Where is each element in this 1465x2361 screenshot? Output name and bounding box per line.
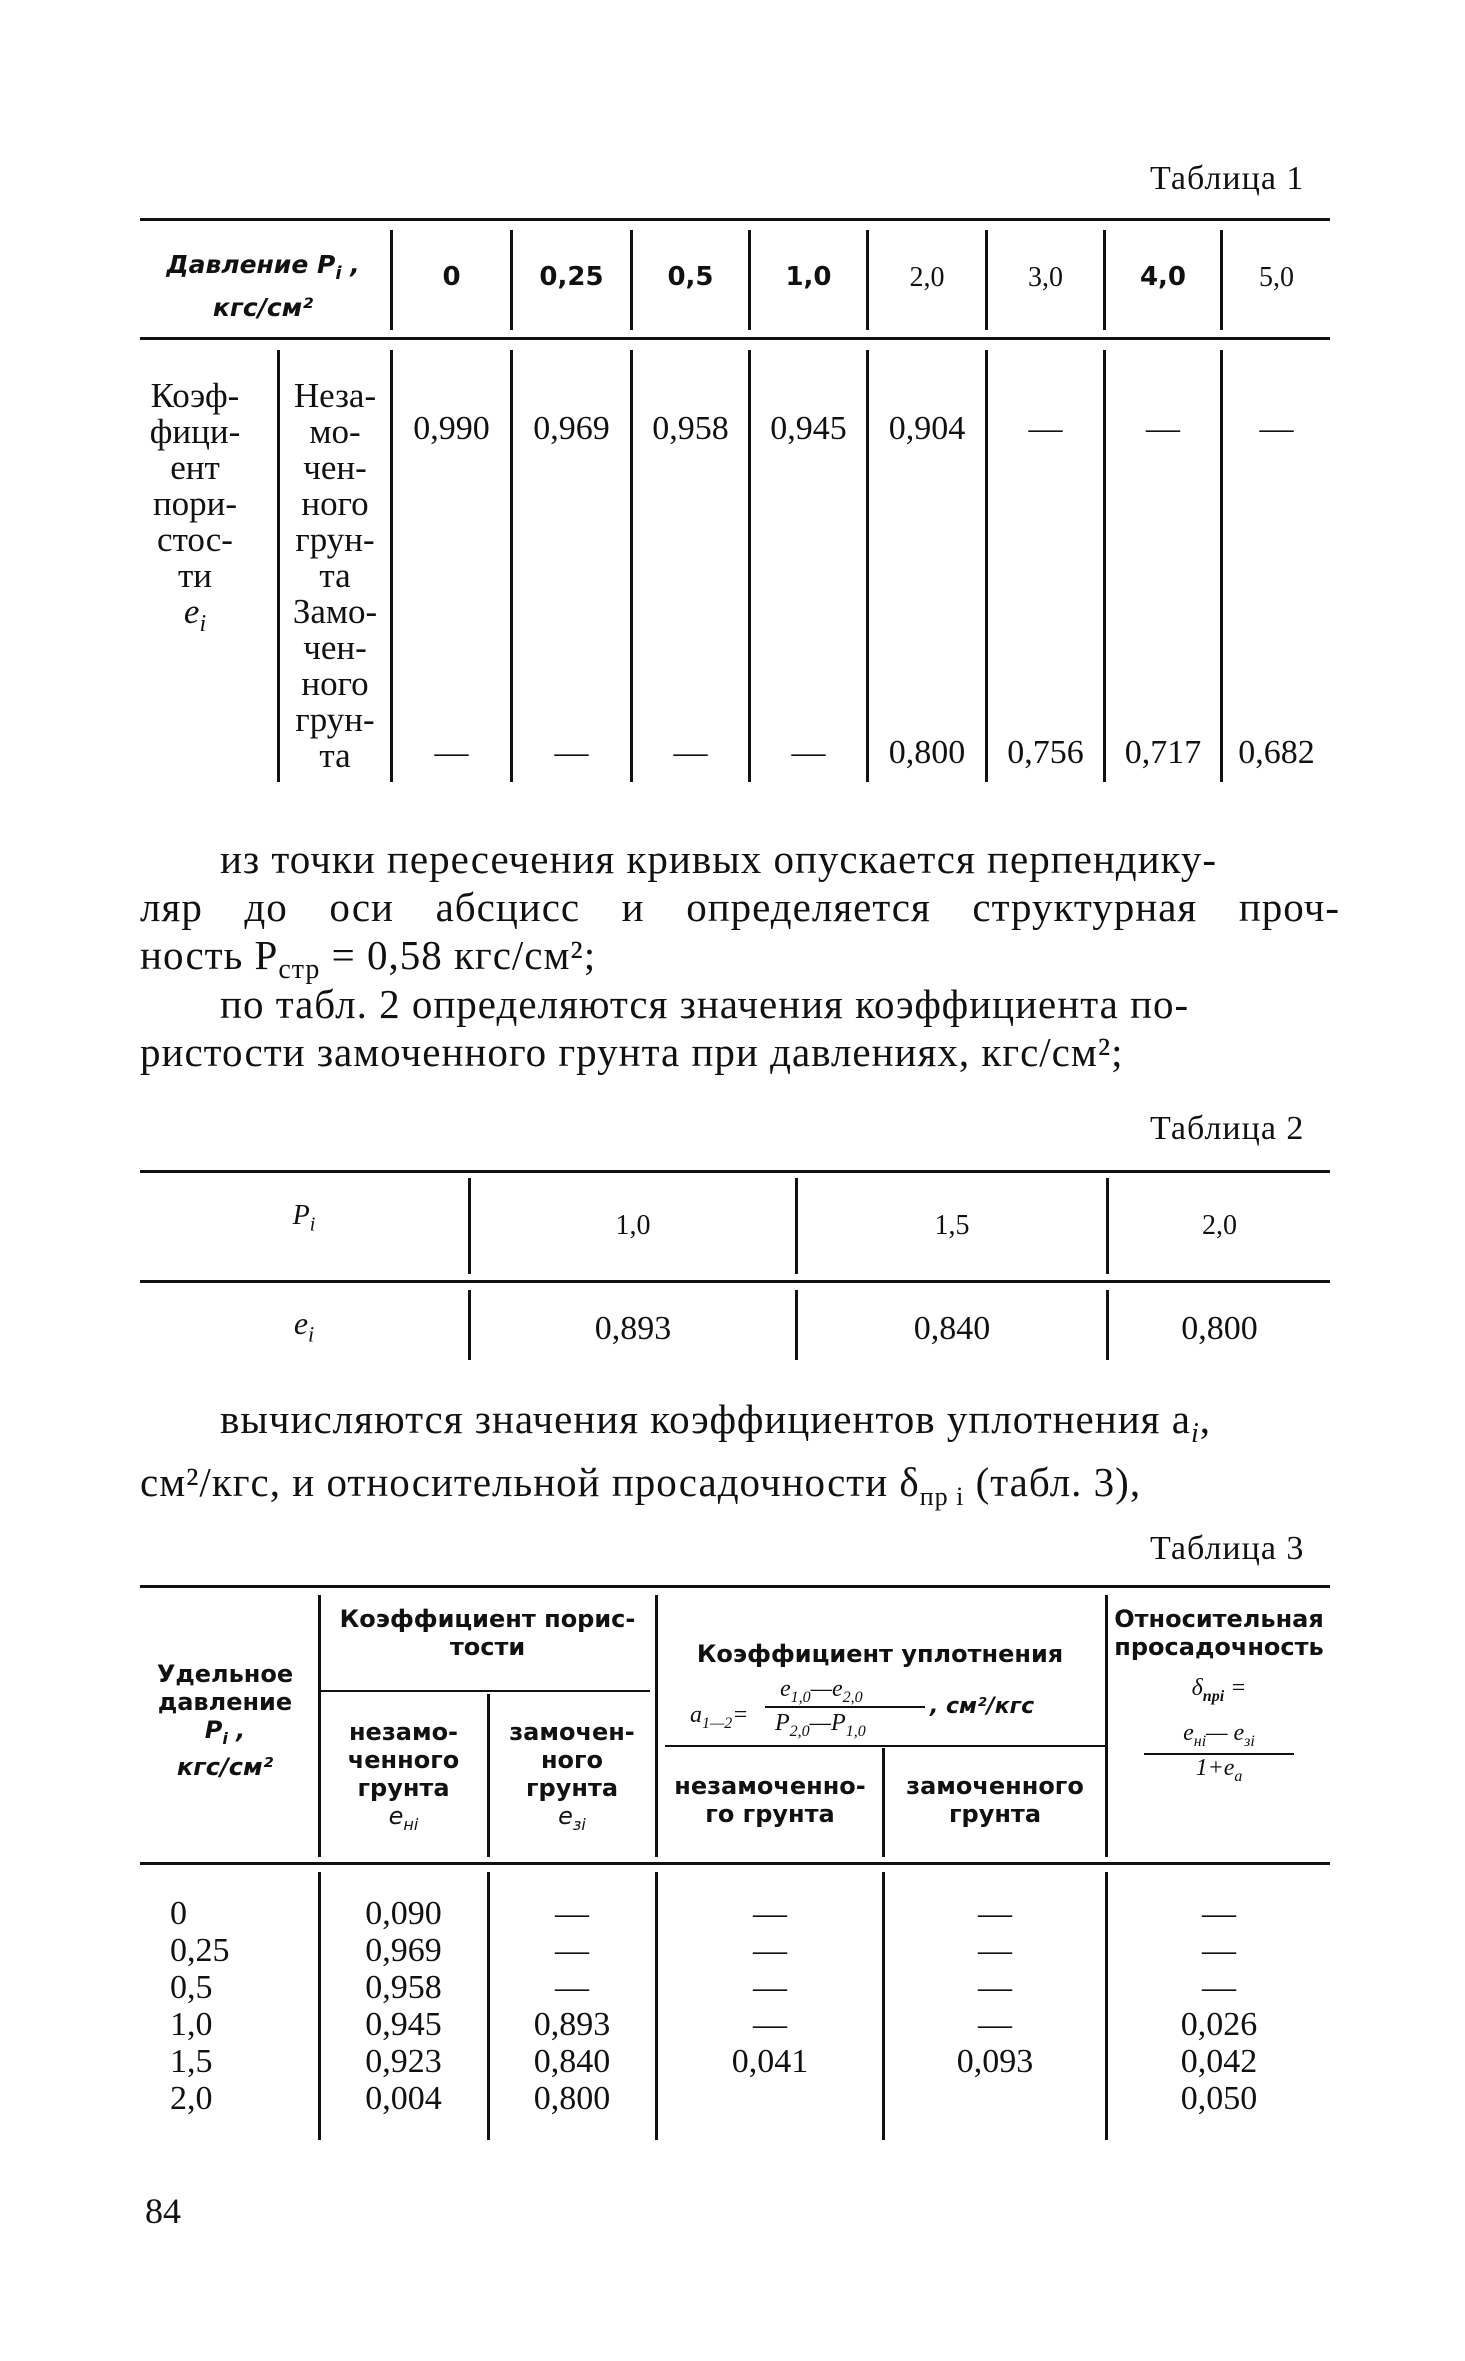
table3-caption: Таблица 3 [1150,1530,1305,1567]
page-number: 84 [145,2191,181,2231]
table1-r1-c6: — [1146,410,1180,447]
table2-top-rule [140,1170,1330,1173]
table3-body-vline [318,1872,321,2140]
table3-top-rule [140,1585,1330,1588]
table3-group1-header: Коэффициент порис- тости [339,1605,636,1661]
table1-r1-c5: — [1028,410,1063,447]
table2-mid-rule [140,1280,1330,1283]
table3-body-vline [487,1872,490,2140]
table1-r1-c0: 0,990 [413,410,490,447]
table3-sub-rule-1 [320,1690,650,1692]
table3-group2-formula: $a_{1—2}=$ $e_{1,0}—e_{2,0}$ $P_{2,0}—P_{1,0}$ , см²/кгс [690,1676,1035,1740]
table1-r1-c2: 0,958 [652,410,729,447]
table3-sub-rule-2 [665,1745,1105,1747]
table3-col-a-soaked: — — — — 0,093 [956,1895,1034,2080]
table3-body-vline [882,1872,885,2140]
paragraph-intersection: из точки пересечения кривых опускается перпендику- ляр до оси абсцисс и определяется структурная проч- ность $P_{стр} = 0,58$ кгс/см²; [140,836,1340,986]
table1-row-group-label: Коэф- фици- ент пори- стос- ти $e_i$ [149,376,241,637]
table3-group2-header: Коэффициент уплотнения [696,1640,1064,1668]
table1-row1-label: Неза- мо- чен- ного грун- та [293,376,377,595]
table1-header-rule [140,337,1330,340]
paragraph-table2-ref: по табл. 2 определяются значения коэффициента по- ристости замоченного грунта при давлениях, кгс/см²; [140,981,1190,1075]
table1-r1-c1: 0,969 [533,410,610,447]
table2-r2-c2: 0,800 [1181,1310,1258,1347]
table1-pressure-7: 5,0 [1259,262,1294,293]
table1-pressure-2: 0,5 [667,262,714,292]
table1-pressure-4: 2,0 [909,262,945,293]
table1-r1-c4: 0,904 [888,410,966,447]
table1-top-rule [140,218,1330,221]
table3-col-pressure: 0 0,25 0,5 1,0 1,5 2,0 [170,1895,230,2117]
table1-r2-c3: — [791,734,826,771]
table3-vline [487,1694,490,1857]
table2-r1-c1: 1,5 [934,1210,970,1241]
table1-r2-c6: 0,717 [1124,734,1202,771]
table3-group3-formula: $\delta_{прi}$ = $e_{нi}—$ $e_{зi}$ $1+e_a$ [1108,1675,1330,1825]
table3-group2-sub2: замоченного грунта [906,1772,1084,1828]
table3-group2-sub1: незамоченно- го грунта [674,1772,866,1828]
table2-r2-c0: 0,893 [594,1310,672,1347]
table3-vline [655,1595,658,1857]
table3-header-rule [140,1862,1330,1865]
table2-r1-c0: 1,0 [615,1210,651,1241]
table3-col-e-nonsoaked: 0,090 0,969 0,958 0,945 0,923 0,004 [365,1895,442,2117]
table2-caption: Таблица 2 [1150,1110,1305,1147]
table1-pressure-1: 0,25 [539,262,604,292]
table2-r1-c2: 2,0 [1202,1210,1237,1241]
table3-group3-header: Относительная просадочность [1114,1605,1324,1661]
table1-row2-label: Замо- чен- ного грун- та [292,592,378,775]
table1-r1-c7: — [1259,410,1294,447]
table1-pressure-0: 0 [442,262,461,292]
table3-group1-sub2: замочен- ного грунта $e_{зi}$ [509,1718,635,1834]
table1-r1-c3: 0,945 [770,410,847,447]
table1-r2-c7: 0,682 [1238,734,1315,771]
table2-row1-label: $P_i$ [292,1200,316,1236]
table1-pressure-5: 3,0 [1028,262,1063,293]
table3-vline [318,1595,321,1857]
table1-caption: Таблица 1 [1150,160,1305,197]
table2-r2-c1: 0,840 [913,1310,991,1347]
table3-group1-sub1: незамо- ченного грунта $e_{нi}$ [347,1718,460,1834]
table1-r2-c1: — [554,734,589,771]
table3-col-e-soaked: — — — 0,893 0,840 0,800 [533,1895,611,2117]
table2-row2-label: $e_i$ [293,1305,315,1347]
table3-body-vline [655,1872,658,2140]
table3-col1-header: Удельное давление $P_i$ , кгс/см² [156,1660,294,1781]
table1-r2-c0: — [434,734,469,771]
table1-pressure-6: 4,0 [1139,262,1187,292]
table1-r2-c4: 0,800 [888,734,966,771]
table3-vline [882,1748,885,1857]
table3-col-delta: — — — 0,026 0,042 0,050 [1180,1895,1258,2117]
table3-col-a-nonsoaked: — — — — 0,041 [731,1895,809,2080]
table3-formula-bar [765,1706,925,1708]
table1-header-label: Давление $P_i$ , кгс/см² [166,250,360,322]
paragraph-coefficients: вычисляются значения коэффициентов уплотнения $a_i$, см²/кгс, и относительной просадочности $\delta_{пр i}$ (табл. 3), [140,1396,1211,1512]
table1-r2-c5: 0,756 [1007,734,1084,771]
table1-pressure-3: 1,0 [785,262,832,292]
table1-r2-c2: — [673,734,708,771]
